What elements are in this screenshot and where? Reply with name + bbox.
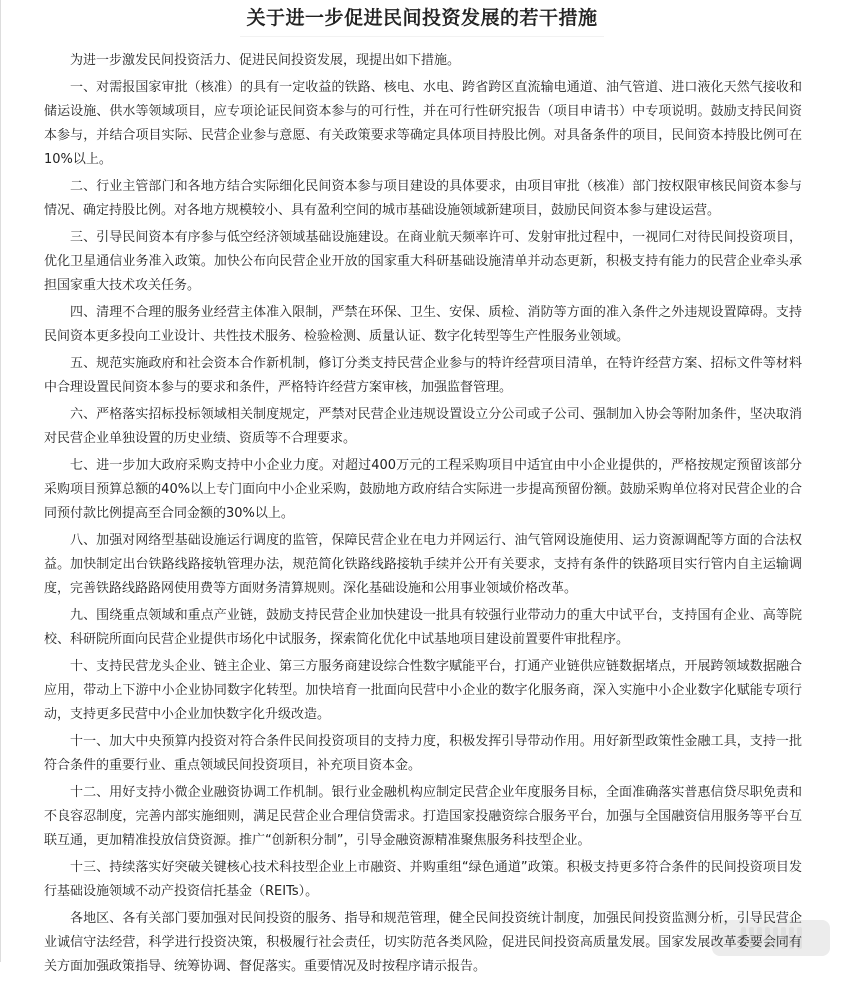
paragraph-13: 十三、持续落实好突破关键核心技术科技型企业上市融资、并购重组“绿色通道”政策。积极支持更多符合条件的民间投资项目发行基础设施领域不动产投资信托基金（REITs）。 [44, 860, 802, 899]
paragraph-2: 二、行业主管部门和各地方结合实际细化民间资本参与项目建设的具体要求，由项目审批（核准）部门按权限审核民间资本参与情况、确定持股比例。对各地方规模较小、具有盈利空间的城市基础设施领域新建项目，鼓励民间资本参与建设运营。 [44, 179, 802, 218]
paragraph-1: 一、对需报国家审批（核准）的具有一定收益的铁路、核电、水电、跨省跨区直流输电通道、油气管道、进口液化天然气接收和储运设施、供水等领域项目，应专项论证民间资本参与的可行性，并在可行性研究报告（项目申请书）中专项说明。鼓励支持民间资本参与，并结合项目实际、民营企业参与意愿、有关政策要求等确定具体项目持股比例。对具备条件的项目，民间资本持股比例可在10%以上。 [44, 80, 802, 167]
page-left-border [0, 0, 1, 962]
paragraph-11: 十一、加大中央预算内投资对符合条件民间投资项目的支持力度，积极发挥引导带动作用。用好新型政策性金融工具，支持一批符合条件的重要行业、重点领域民间投资项目，补充项目资本金。 [44, 734, 802, 773]
title-divider [240, 36, 604, 37]
paragraph-4: 四、清理不合理的服务业经营主体准入限制，严禁在环保、卫生、安保、质检、消防等方面的准入条件之外违规设置障碍。支持民间资本更多投向工业设计、共性技术服务、检验检测、质量认证、数字化转型等生产性服务业领域。 [44, 305, 802, 344]
paragraph-intro: 为进一步激发民间投资活力、促进民间投资发展，现提出如下措施。 [70, 53, 461, 68]
paragraph-6: 六、严格落实招标投标领域相关制度规定，严禁对民营企业违规设置设立分公司或子公司、强制加入协会等附加条件，坚决取消对民营企业单独设置的历史业绩、资质等不合理要求。 [44, 407, 802, 446]
paragraph-12: 十二、用好支持小微企业融资协调工作机制。银行业金融机构应制定民营企业年度服务目标，全面准确落实普惠信贷尽职免责和不良容忍制度，完善内部实施细则，满足民营企业合理信贷需求。打造国家投融资综合服务平台，加强与全国融资信用服务等平台互联互通，更加精准投放信贷资源。推广“创新积分制”，引导金融资源精准聚焦服务科技型企业。 [44, 785, 802, 848]
paragraph-3: 三、引导民间资本有序参与低空经济领域基础设施建设。在商业航天频率许可、发射审批过程中，一视同仁对待民间投资项目，优化卫星通信业务准入政策。加快公布向民营企业开放的国家重大科研基础设施清单并动态更新，积极支持有能力的民营企业牵头承担国家重大技术攻关任务。 [44, 230, 802, 293]
paragraph-5: 五、规范实施政府和社会资本合作新机制，修订分类支持民营企业参与的特许经营项目清单，在特许经营方案、招标文件等材料中合理设置民间资本参与的要求和条件，严格特许经营方案审核，加强监督管理。 [44, 356, 802, 395]
paragraph-closing: 各地区、各有关部门要加强对民间投资的服务、指导和规范管理，健全民间投资统计制度，加强民间投资监测分析，引导民营企业诚信守法经营，科学进行投资决策，积极履行社会责任，切实防范各类风险，促进民间投资高质量发展。国家发展改革委要会同有关方面加强政策指导、统筹协调、督促落实。重要情况及时按程序请示报告。 [44, 911, 802, 974]
paragraph-7: 七、进一步加大政府采购支持中小企业力度。对超过400万元的工程采购项目中适宜由中小企业提供的，严格按规定预留该部分采购项目预算总额的40%以上专门面向中小企业采购，鼓励地方政府结合实际进一步提高预留份额。鼓励采购单位将对民营企业的合同预付款比例提高至合同金额的30%以上。 [44, 458, 802, 521]
paragraph-10: 十、支持民营龙头企业、链主企业、第三方服务商建设综合性数字赋能平台，打通产业链供应链数据堵点，开展跨领域数据融合应用，带动上下游中小企业协同数字化转型。加快培育一批面向民营中小企业的数字化服务商，深入实施中小企业数字化赋能专项行动，支持更多民营中小企业加快数字化升级改造。 [44, 659, 802, 722]
paragraph-9: 九、围绕重点领域和重点产业链，鼓励支持民营企业加快建设一批具有较强行业带动力的重大中试平台，支持国有企业、高等院校、科研院所面向民营企业提供市场化中试服务，探索简化优化中试基地项目建设前置要件审批程序。 [44, 608, 802, 647]
document-title: 关于进一步促进民间投资发展的若干措施 [246, 7, 598, 29]
paragraph-8: 八、加强对网络型基础设施运行调度的监管，保障民营企业在电力并网运行、油气管网设施使用、运力资源调配等方面的合法权益。加快制定出台铁路线路接轨管理办法，规范简化铁路线路接轨手续并公开有关要求，支持有条件的铁路项目实行管内自主运输调度，完善铁路线路路网使用费等方面财务清算规则。深化基础设施和公用事业领域价格改革。 [44, 533, 802, 596]
document-body [44, 49, 802, 982]
